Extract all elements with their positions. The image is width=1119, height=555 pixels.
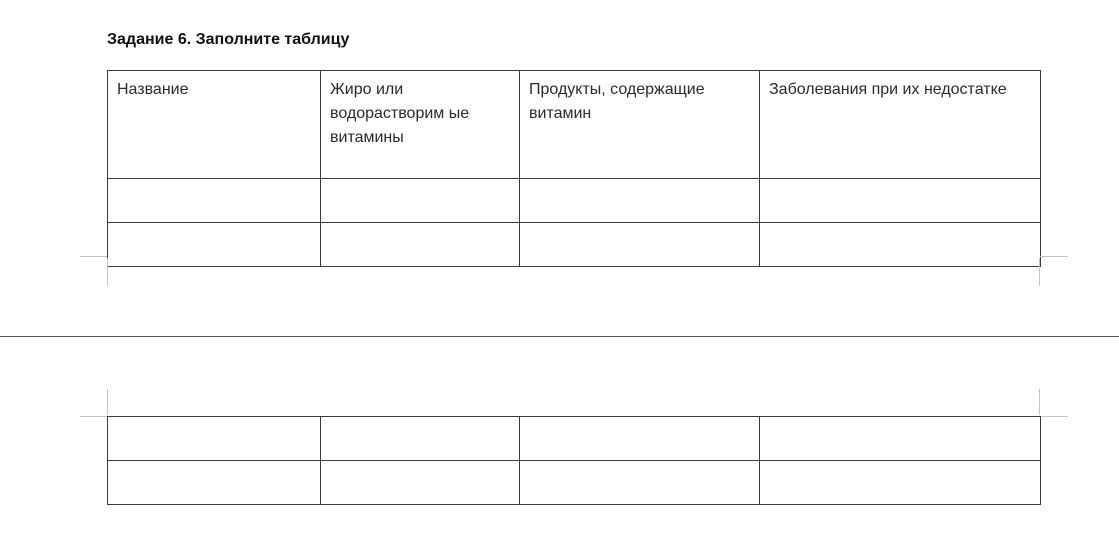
table-cell[interactable] [321,179,520,223]
vitamins-table [107,70,1041,267]
header-cell-solubility: Жиро или водорастворим ые витамины [321,71,520,179]
table-cell[interactable] [760,223,1041,267]
header-cell-name: Название [108,71,321,179]
table-cell[interactable] [520,223,760,267]
page-corner-mark [1040,256,1068,257]
table-cell[interactable] [108,223,321,267]
page-corner-mark [107,389,108,415]
page-corner-mark [1040,416,1068,417]
task-title: Задание 6. Заполните таблицу [107,31,350,48]
table-header-row [108,71,1041,179]
table-cell[interactable] [760,417,1041,461]
page-corner-mark [80,416,107,417]
header-cell-diseases: Заболевания при их недостатке [760,71,1041,179]
page-corner-mark [1039,258,1040,286]
table-cell[interactable] [108,461,321,505]
vitamins-table-continued [107,416,1041,505]
page-separator [0,336,1119,337]
table-cell[interactable] [760,179,1041,223]
table-row [108,417,1041,461]
table-cell[interactable] [520,179,760,223]
table-cell[interactable] [108,417,321,461]
table-cell[interactable] [760,461,1041,505]
table-cell[interactable] [321,223,520,267]
page-corner-mark [1039,389,1040,415]
table-row [108,179,1041,223]
table-cell[interactable] [321,461,520,505]
table-cell[interactable] [520,417,760,461]
table-row [108,461,1041,505]
table-cell[interactable] [321,417,520,461]
table-row [108,223,1041,267]
table-cell[interactable] [520,461,760,505]
page-corner-mark [107,258,108,286]
header-cell-products: Продукты, содержащие витамин [520,71,760,179]
table-cell[interactable] [108,179,321,223]
page-corner-mark [80,256,107,257]
